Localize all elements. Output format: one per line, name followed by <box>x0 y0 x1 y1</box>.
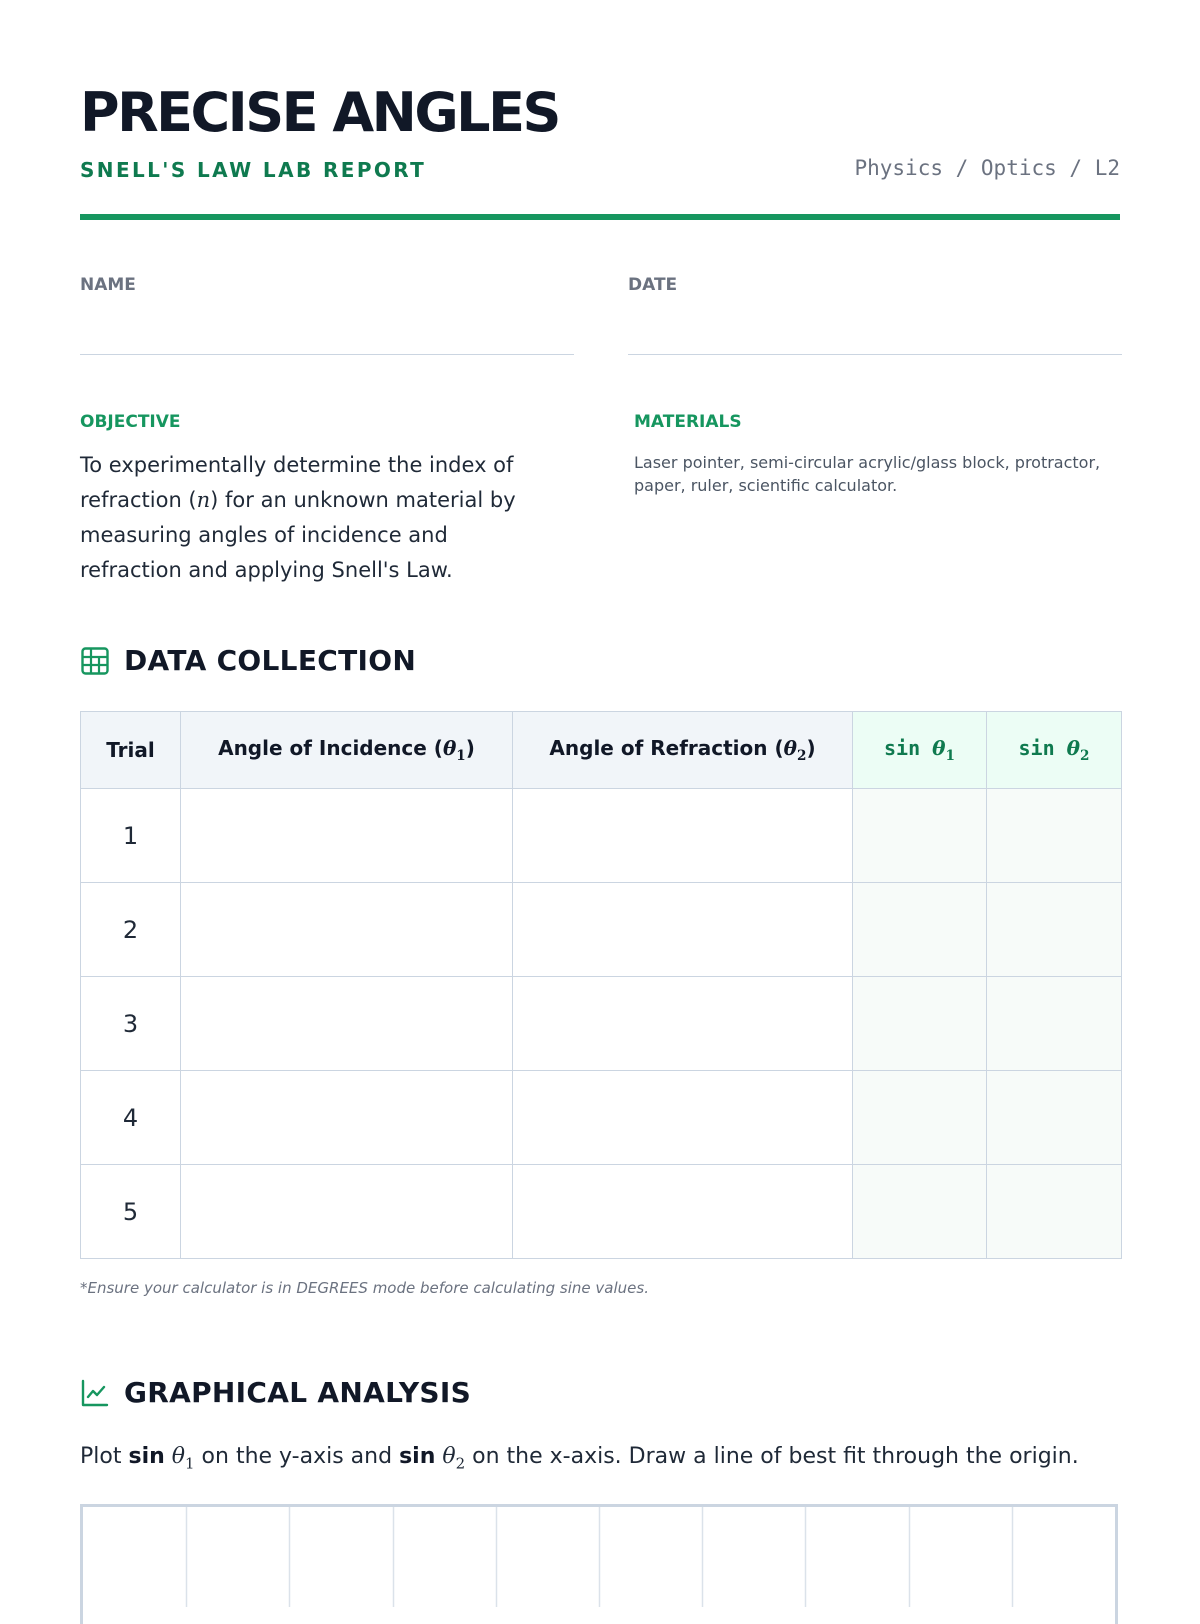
sin-bold: sin <box>128 1444 165 1469</box>
objective-text-part: To experimentally determine the index of refraction ( <box>80 453 514 512</box>
table-row <box>81 977 1122 1071</box>
sin-theta2-cell[interactable] <box>987 789 1122 883</box>
col-refraction <box>513 712 853 789</box>
incidence-cell[interactable] <box>181 1071 513 1165</box>
objective-label: OBJECTIVE <box>80 412 181 432</box>
paren: ) <box>806 736 816 760</box>
theta-1 <box>932 736 955 764</box>
objective-text <box>80 448 550 588</box>
data-table <box>80 711 1122 1259</box>
table-row <box>81 1165 1122 1259</box>
graph-grid <box>83 1507 1115 1607</box>
trial-number: 1 <box>81 789 181 883</box>
materials-label: MATERIALS <box>634 412 742 432</box>
graphical-analysis-title: GRAPHICAL ANALYSIS <box>124 1376 472 1409</box>
n-symbol: n <box>196 488 211 512</box>
header-divider <box>80 214 1120 220</box>
col-trial: Trial <box>81 712 181 789</box>
col-sin-theta1 <box>853 712 987 789</box>
sin-label: sin <box>884 736 921 760</box>
subscript: 1 <box>945 748 955 764</box>
calculator-footnote: *Ensure your calculator is in DEGREES mode before calculating sine values. <box>80 1279 649 1297</box>
theta-2 <box>442 1444 466 1473</box>
table-row <box>81 883 1122 977</box>
sin-theta1-cell[interactable] <box>853 977 987 1071</box>
incidence-cell[interactable] <box>181 883 513 977</box>
sin-theta2-cell[interactable] <box>987 883 1122 977</box>
incidence-cell[interactable] <box>181 1165 513 1259</box>
theta-1 <box>442 736 466 764</box>
refraction-cell[interactable] <box>513 1071 853 1165</box>
theta-symbol: θ <box>171 1444 186 1469</box>
page-title: PRECISE ANGLES <box>80 81 559 144</box>
refraction-cell[interactable] <box>513 1165 853 1259</box>
theta-symbol: θ <box>442 1444 456 1469</box>
theta-1 <box>171 1444 195 1473</box>
breadcrumb: Physics / Optics / L2 <box>854 156 1120 180</box>
data-collection-title: DATA COLLECTION <box>124 644 417 677</box>
theta-symbol: θ <box>932 736 946 760</box>
theta-symbol: θ <box>442 736 457 760</box>
incidence-cell[interactable] <box>181 789 513 883</box>
sin-theta1-cell[interactable] <box>853 883 987 977</box>
refraction-cell[interactable] <box>513 883 853 977</box>
col-sin-theta2 <box>987 712 1122 789</box>
sin-theta2-cell[interactable] <box>987 977 1122 1071</box>
trial-number: 2 <box>81 883 181 977</box>
subscript: 2 <box>1080 748 1090 764</box>
refraction-cell[interactable] <box>513 789 853 883</box>
instruction-text: on the y-axis and <box>201 1444 393 1469</box>
date-field[interactable] <box>628 354 1122 355</box>
theta-symbol: θ <box>783 736 797 760</box>
name-field[interactable] <box>80 354 574 355</box>
subscript: 1 <box>185 1454 195 1473</box>
sin-theta1-cell[interactable] <box>853 1165 987 1259</box>
theta-2 <box>1066 736 1090 764</box>
line-chart-icon <box>80 1378 110 1408</box>
instruction-text: on the x-axis. Draw a line of best fit through the origin. <box>472 1444 1079 1469</box>
col-incidence-label: Angle of Incidence ( <box>218 736 443 760</box>
trial-number: 4 <box>81 1071 181 1165</box>
col-incidence <box>181 712 513 789</box>
subscript: 2 <box>455 1454 466 1473</box>
table-icon <box>80 646 110 676</box>
subscript: 2 <box>796 748 807 764</box>
graph-paper[interactable] <box>80 1504 1118 1624</box>
instruction-text: Plot <box>80 1444 122 1469</box>
plot-instructions <box>80 1444 1079 1472</box>
subscript: 1 <box>456 748 466 764</box>
objective-text-part: ) for an unknown material by measuring angles of incidence and refraction and applying Snell's Law. <box>80 488 516 582</box>
table-row <box>81 1071 1122 1165</box>
data-collection-heading <box>80 644 416 677</box>
name-label: NAME <box>80 275 136 295</box>
col-refraction-label: Angle of Refraction ( <box>549 736 784 760</box>
paren: ) <box>465 736 475 760</box>
date-label: DATE <box>628 275 678 295</box>
incidence-cell[interactable] <box>181 977 513 1071</box>
sin-theta1-cell[interactable] <box>853 789 987 883</box>
graphical-analysis-heading <box>80 1376 471 1409</box>
trial-number: 5 <box>81 1165 181 1259</box>
table-header-row <box>81 712 1122 789</box>
table-row <box>81 789 1122 883</box>
sin-theta2-cell[interactable] <box>987 1165 1122 1259</box>
page-subtitle: SNELL'S LAW LAB REPORT <box>80 158 427 182</box>
materials-text: Laser pointer, semi-circular acrylic/glass block, protractor, paper, ruler, scientific calculator. <box>634 453 1101 495</box>
trial-number: 3 <box>81 977 181 1071</box>
sin-bold: sin <box>399 1444 436 1469</box>
refraction-cell[interactable] <box>513 977 853 1071</box>
theta-2 <box>783 736 807 764</box>
sin-theta2-cell[interactable] <box>987 1071 1122 1165</box>
theta-symbol: θ <box>1066 736 1081 760</box>
sin-label: sin <box>1018 736 1055 760</box>
sin-theta1-cell[interactable] <box>853 1071 987 1165</box>
